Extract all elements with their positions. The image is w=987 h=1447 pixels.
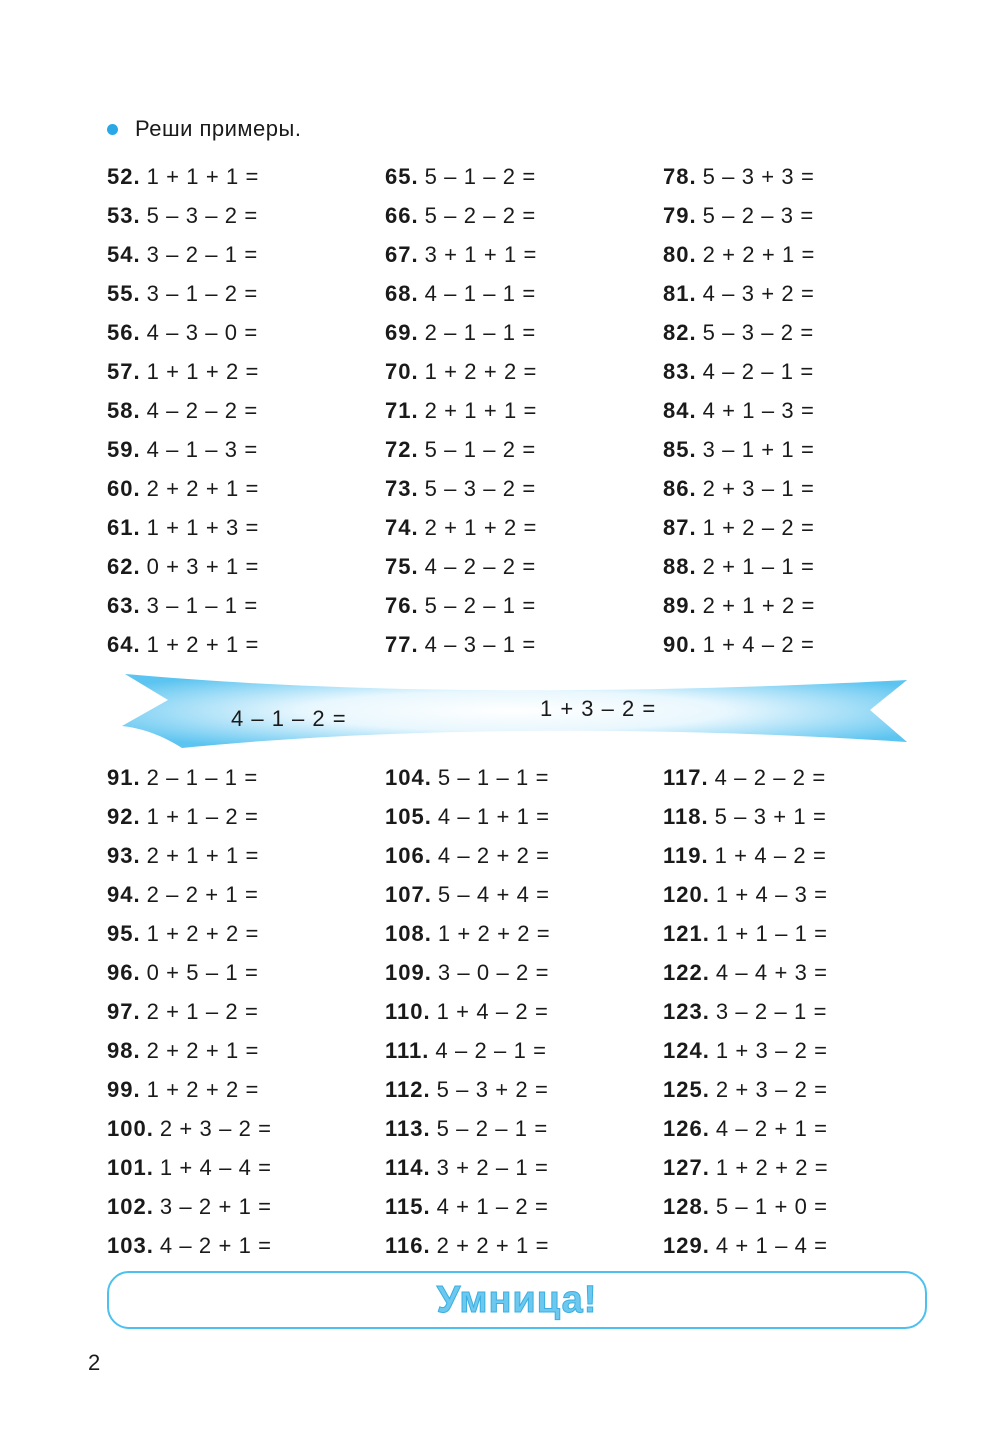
exercise-number: 80. (663, 242, 697, 267)
exercise-number: 127. (663, 1155, 710, 1180)
exercise-item (385, 797, 663, 836)
exercise-item (107, 1109, 385, 1148)
exercise-expression: 3 – 2 – 1 = (146, 242, 258, 267)
exercise-number: 99. (107, 1077, 141, 1102)
exercise-item (385, 352, 663, 391)
exercise-number: 98. (107, 1038, 141, 1063)
exercise-item (107, 1187, 385, 1226)
exercise-number: 96. (107, 960, 141, 985)
exercise-expression: 5 – 2 – 1 = (424, 593, 536, 618)
exercise-item (107, 274, 385, 313)
exercise-number: 73. (385, 476, 419, 501)
exercise-expression: 4 – 4 + 3 = (715, 960, 828, 985)
exercise-number: 77. (385, 632, 419, 657)
exercise-number: 108. (385, 921, 432, 946)
exercise-number: 125. (663, 1077, 710, 1102)
exercise-item (107, 992, 385, 1031)
exercise-expression: 4 – 2 + 1 = (159, 1233, 272, 1258)
exercise-expression: 3 – 1 + 1 = (702, 437, 815, 462)
exercise-expression: 3 – 1 – 1 = (146, 593, 258, 618)
exercise-expression: 5 – 1 – 1 = (437, 765, 550, 790)
exercise-number: 117. (663, 765, 709, 790)
exercise-number: 92. (107, 804, 141, 829)
exercise-expression: 3 – 2 – 1 = (715, 999, 828, 1024)
exercise-expression: 2 + 1 – 2 = (146, 999, 259, 1024)
exercise-item (385, 1070, 663, 1109)
exercise-item (385, 469, 663, 508)
exercise-number: 72. (385, 437, 419, 462)
exercise-number: 75. (385, 554, 419, 579)
exercise-item (663, 1031, 941, 1070)
exercise-item (107, 313, 385, 352)
exercise-number: 79. (663, 203, 697, 228)
exercise-expression: 1 + 1 + 2 = (146, 359, 260, 384)
exercise-number: 78. (663, 164, 697, 189)
exercise-number: 56. (107, 320, 141, 345)
exercise-item (385, 586, 663, 625)
exercise-expression: 5 – 3 – 2 = (146, 203, 258, 228)
exercise-number: 74. (385, 515, 419, 540)
exercise-item (385, 625, 663, 664)
exercise-expression: 5 – 2 – 3 = (702, 203, 814, 228)
exercise-expression: 0 + 5 – 1 = (146, 960, 259, 985)
exercise-number: 95. (107, 921, 141, 946)
exercise-item (663, 1187, 941, 1226)
exercise-expression: 4 – 2 – 1 = (702, 359, 814, 384)
exercise-number: 124. (663, 1038, 710, 1063)
exercise-expression: 5 – 3 + 1 = (714, 804, 827, 829)
exercise-item (385, 1148, 663, 1187)
exercise-item (385, 914, 663, 953)
exercise-number: 70. (385, 359, 419, 384)
exercise-number: 89. (663, 593, 697, 618)
exercise-item (663, 836, 941, 875)
exercise-expression: 5 – 3 – 2 = (424, 476, 536, 501)
exercise-number: 105. (385, 804, 432, 829)
exercise-number: 122. (663, 960, 710, 985)
exercise-expression: 2 + 2 + 1 = (436, 1233, 550, 1258)
exercise-expression: 3 + 2 – 1 = (436, 1155, 549, 1180)
exercise-number: 61. (107, 515, 141, 540)
exercise-number: 94. (107, 882, 141, 907)
exercise-expression: 4 – 2 + 2 = (437, 843, 550, 868)
exercise-expression: 4 – 3 – 0 = (146, 320, 258, 345)
exercise-number: 113. (385, 1116, 431, 1141)
exercise-number: 115. (385, 1194, 431, 1219)
exercise-expression: 4 – 2 – 2 = (146, 398, 258, 423)
exercise-expression: 1 + 2 + 2 = (715, 1155, 829, 1180)
exercise-expression: 2 + 2 + 1 = (146, 1038, 260, 1063)
exercise-expression: 5 – 1 – 2 = (424, 164, 536, 189)
exercise-expression: 4 – 2 – 1 = (435, 1038, 547, 1063)
exercise-item (107, 625, 385, 664)
exercise-grid-bottom (107, 758, 907, 1265)
exercise-expression: 1 + 4 – 2 = (436, 999, 549, 1024)
exercise-expression: 1 + 2 – 2 = (702, 515, 815, 540)
exercise-item (663, 235, 941, 274)
exercise-column (663, 758, 941, 1265)
exercise-item (107, 196, 385, 235)
exercise-item (385, 1187, 663, 1226)
exercise-number: 123. (663, 999, 710, 1024)
exercise-number: 84. (663, 398, 697, 423)
exercise-number: 68. (385, 281, 419, 306)
exercise-number: 82. (663, 320, 697, 345)
exercise-expression: 4 – 2 – 2 = (714, 765, 826, 790)
exercise-expression: 5 – 1 – 2 = (424, 437, 536, 462)
exercise-expression: 2 + 2 + 1 = (146, 476, 260, 501)
exercise-item (107, 1031, 385, 1070)
exercise-item (663, 625, 941, 664)
exercise-expression: 4 – 3 – 1 = (424, 632, 536, 657)
exercise-expression: 1 + 3 – 2 = (715, 1038, 828, 1063)
exercise-number: 81. (663, 281, 697, 306)
exercise-item (107, 914, 385, 953)
exercise-number: 120. (663, 882, 710, 907)
exercise-expression: 5 – 3 – 2 = (702, 320, 814, 345)
exercise-expression: 2 + 2 + 1 = (702, 242, 816, 267)
exercise-number: 60. (107, 476, 141, 501)
exercise-expression: 3 – 1 – 2 = (146, 281, 258, 306)
exercise-number: 107. (385, 882, 432, 907)
exercise-expression: 2 + 1 + 1 = (424, 398, 538, 423)
exercise-number: 64. (107, 632, 141, 657)
exercise-item (385, 1226, 663, 1265)
exercise-item (107, 875, 385, 914)
exercise-column (107, 758, 385, 1265)
exercise-item (663, 953, 941, 992)
exercise-expression: 3 – 2 + 1 = (159, 1194, 272, 1219)
exercise-expression: 4 + 1 – 3 = (702, 398, 815, 423)
exercise-item (385, 953, 663, 992)
exercise-expression: 4 – 1 + 1 = (437, 804, 550, 829)
exercise-item (663, 196, 941, 235)
exercise-item (385, 547, 663, 586)
exercise-item (663, 914, 941, 953)
exercise-item (663, 1109, 941, 1148)
exercise-expression: 4 – 2 – 2 = (424, 554, 536, 579)
exercise-item (385, 1109, 663, 1148)
exercise-item (663, 313, 941, 352)
exercise-number: 109. (385, 960, 432, 985)
exercise-item (663, 508, 941, 547)
exercise-item (663, 1148, 941, 1187)
exercise-number: 129. (663, 1233, 710, 1258)
exercise-item (107, 586, 385, 625)
exercise-column (385, 758, 663, 1265)
exercise-number: 110. (385, 999, 431, 1024)
exercise-item (107, 430, 385, 469)
exercise-expression: 1 + 1 + 1 = (146, 164, 260, 189)
exercise-number: 55. (107, 281, 141, 306)
page-number: 2 (88, 1350, 101, 1375)
exercise-number: 53. (107, 203, 141, 228)
exercise-expression: 1 + 1 – 2 = (146, 804, 259, 829)
exercise-expression: 5 – 3 + 2 = (436, 1077, 549, 1102)
exercise-number: 71. (385, 398, 419, 423)
exercise-expression: 2 + 3 – 2 = (159, 1116, 272, 1141)
exercise-item (385, 836, 663, 875)
exercise-expression: 1 + 2 + 1 = (146, 632, 260, 657)
exercise-item (107, 953, 385, 992)
exercise-number: 104. (385, 765, 432, 790)
exercise-number: 63. (107, 593, 141, 618)
exercise-number: 100. (107, 1116, 154, 1141)
exercise-item (107, 391, 385, 430)
exercise-expression: 2 – 1 – 1 = (146, 765, 258, 790)
exercise-expression: 5 – 4 + 4 = (437, 882, 550, 907)
instruction-text: Реши примеры. (135, 116, 302, 141)
exercise-number: 101. (107, 1155, 154, 1180)
exercise-expression: 5 – 3 + 3 = (702, 164, 815, 189)
exercise-item (663, 992, 941, 1031)
exercise-expression: 2 + 1 + 2 = (424, 515, 538, 540)
ribbon-expression-left: 4 – 1 – 2 = (231, 706, 347, 731)
exercise-item (663, 274, 941, 313)
exercise-expression: 4 + 1 – 2 = (436, 1194, 549, 1219)
exercise-item (107, 508, 385, 547)
exercise-number: 93. (107, 843, 141, 868)
exercise-expression: 1 + 4 – 4 = (159, 1155, 272, 1180)
exercise-number: 114. (385, 1155, 431, 1180)
exercise-expression: 1 + 2 + 2 = (146, 921, 260, 946)
exercise-number: 128. (663, 1194, 710, 1219)
exercise-item (385, 875, 663, 914)
exercise-number: 85. (663, 437, 697, 462)
exercise-expression: 1 + 1 – 1 = (715, 921, 828, 946)
exercise-item (385, 758, 663, 797)
exercise-number: 111. (385, 1038, 430, 1063)
exercise-number: 106. (385, 843, 432, 868)
exercise-number: 67. (385, 242, 419, 267)
exercise-number: 59. (107, 437, 141, 462)
exercise-expression: 2 + 1 + 2 = (702, 593, 816, 618)
exercise-item (107, 1070, 385, 1109)
exercise-expression: 2 + 1 + 1 = (146, 843, 260, 868)
exercise-item (663, 157, 941, 196)
exercise-item (663, 797, 941, 836)
exercise-item (385, 1031, 663, 1070)
exercise-item (385, 196, 663, 235)
exercise-number: 88. (663, 554, 697, 579)
exercise-number: 116. (385, 1233, 431, 1258)
exercise-item (663, 586, 941, 625)
exercise-expression: 2 – 2 + 1 = (146, 882, 259, 907)
exercise-item (385, 235, 663, 274)
exercise-number: 69. (385, 320, 419, 345)
exercise-number: 91. (107, 765, 141, 790)
exercise-column (663, 157, 941, 664)
exercise-expression: 1 + 2 + 2 = (424, 359, 538, 384)
exercise-item (107, 1148, 385, 1187)
praise-box (107, 1271, 927, 1329)
exercise-number: 90. (663, 632, 697, 657)
exercise-expression: 2 + 1 – 1 = (702, 554, 815, 579)
exercise-expression: 5 – 2 – 2 = (424, 203, 536, 228)
exercise-item (107, 547, 385, 586)
exercise-expression: 4 – 3 + 2 = (702, 281, 815, 306)
instruction (107, 116, 301, 142)
exercise-item (663, 430, 941, 469)
exercise-number: 118. (663, 804, 709, 829)
exercise-expression: 1 + 4 – 2 = (714, 843, 827, 868)
exercise-item (107, 1226, 385, 1265)
exercise-number: 54. (107, 242, 141, 267)
exercise-expression: 5 – 2 – 1 = (436, 1116, 548, 1141)
exercise-expression: 1 + 4 – 3 = (715, 882, 828, 907)
exercise-expression: 4 – 1 – 3 = (146, 437, 258, 462)
exercise-number: 83. (663, 359, 697, 384)
exercise-expression: 2 – 1 – 1 = (424, 320, 536, 345)
exercise-number: 121. (663, 921, 710, 946)
exercise-item (663, 547, 941, 586)
exercise-column (107, 157, 385, 664)
exercise-item (385, 430, 663, 469)
exercise-number: 97. (107, 999, 141, 1024)
exercise-item (107, 235, 385, 274)
exercise-number: 86. (663, 476, 697, 501)
exercise-item (107, 352, 385, 391)
exercise-number: 65. (385, 164, 419, 189)
exercise-item (385, 391, 663, 430)
exercise-item (107, 469, 385, 508)
exercise-expression: 1 + 2 + 2 = (437, 921, 551, 946)
praise-text: Умница! (436, 1278, 598, 1321)
exercise-item (663, 391, 941, 430)
exercise-expression: 2 + 3 – 2 = (715, 1077, 828, 1102)
exercise-item (663, 352, 941, 391)
exercise-item (385, 274, 663, 313)
ribbon-expression-right: 1 + 3 – 2 = (540, 696, 657, 721)
exercise-expression: 1 + 4 – 2 = (702, 632, 815, 657)
exercise-item (663, 758, 941, 797)
exercise-expression: 1 + 1 + 3 = (146, 515, 260, 540)
exercise-number: 103. (107, 1233, 154, 1258)
exercise-item (663, 1226, 941, 1265)
exercise-number: 52. (107, 164, 141, 189)
bullet-icon (107, 124, 118, 135)
exercise-item (107, 157, 385, 196)
exercise-number: 112. (385, 1077, 431, 1102)
exercise-number: 66. (385, 203, 419, 228)
ribbon-banner (0, 668, 987, 758)
exercise-item (663, 875, 941, 914)
exercise-expression: 2 + 3 – 1 = (702, 476, 815, 501)
exercise-item (107, 836, 385, 875)
exercise-expression: 0 + 3 + 1 = (146, 554, 260, 579)
exercise-item (107, 758, 385, 797)
exercise-number: 102. (107, 1194, 154, 1219)
exercise-item (385, 313, 663, 352)
exercise-number: 119. (663, 843, 709, 868)
exercise-expression: 4 – 1 – 1 = (424, 281, 536, 306)
exercise-item (385, 508, 663, 547)
exercise-expression: 3 + 1 + 1 = (424, 242, 538, 267)
exercise-expression: 4 + 1 – 4 = (715, 1233, 828, 1258)
exercise-column (385, 157, 663, 664)
exercise-item (107, 797, 385, 836)
exercise-item (663, 1070, 941, 1109)
exercise-grid-top (107, 157, 907, 664)
exercise-expression: 4 – 2 + 1 = (715, 1116, 828, 1141)
exercise-expression: 1 + 2 + 2 = (146, 1077, 260, 1102)
exercise-number: 76. (385, 593, 419, 618)
exercise-number: 58. (107, 398, 141, 423)
exercise-item (385, 157, 663, 196)
exercise-expression: 3 – 0 – 2 = (437, 960, 550, 985)
exercise-item (663, 469, 941, 508)
exercise-number: 57. (107, 359, 141, 384)
exercise-expression: 5 – 1 + 0 = (715, 1194, 828, 1219)
exercise-number: 87. (663, 515, 697, 540)
exercise-item (385, 992, 663, 1031)
exercise-number: 126. (663, 1116, 710, 1141)
exercise-number: 62. (107, 554, 141, 579)
